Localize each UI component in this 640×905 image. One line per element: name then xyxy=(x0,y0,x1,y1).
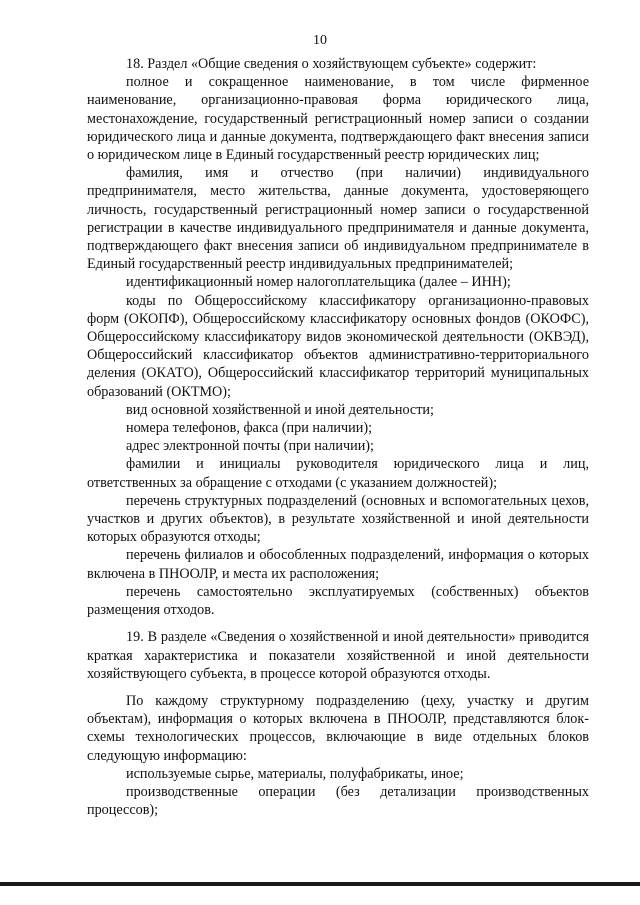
paragraph-structural-units: перечень структурных подразделений (основных и вспомогательных цехов, участков и других объектов), в результате хозяйственной и иной деятельности которых образуются отходы; xyxy=(87,492,589,546)
paragraph-disposal-objects: перечень самостоятельно эксплуатируемых (собственных) объектов размещения отходов. xyxy=(87,583,589,619)
paragraph-inn: идентификационный номер налогоплательщика (далее – ИНН); xyxy=(126,274,511,291)
paragraph-production-operations: производственные операции (без детализации производственных процессов); xyxy=(87,783,589,819)
page-number: 10 xyxy=(313,33,327,48)
paragraph-block-schemes: По каждому структурному подразделению (цеху, участку и другим объектам), информация о которых включена в ПНООЛР, представляются блок-схемы технологических процессов, включающие в виде отдельных блоков следующую информацию: xyxy=(87,692,589,764)
paragraph-email: адрес электронной почты (при наличии); xyxy=(126,438,374,455)
paragraph-responsible-persons: фамилии и инициалы руководителя юридического лица и лиц, ответственных за обращение с отходами (с указанием должностей); xyxy=(87,456,589,491)
paragraph-raw-materials: используемые сырье, материалы, полуфабрикаты, иное; xyxy=(126,765,464,782)
paragraph-classifier-codes: коды по Общероссийскому классификатору организационно-правовых форм (ОКОПФ), Общероссийскому классификатору основных фондов (ОКОФС), Общероссийскому классификатору видов экономической деятельности (ОКВЭД), Общероссийский классификатор объектов административно-территориального деления (ОКАТО), Общероссийский классификатор территорий муниципальных образований (ОКТМО); xyxy=(87,292,589,400)
paragraph-full-name: полное и сокращенное наименование, в том числе фирменное наименование, организационно-правовая форма юридического лица, местонахождение, государственный регистрационный номер записи о создании юридического лица и данные документа, подтверждающего факт внесения записи о юридическом лице в Единый государственный реестр юридических лиц; xyxy=(87,74,589,164)
paragraph-phone-fax: номера телефонов, факса (при наличии); xyxy=(126,420,373,437)
document-body xyxy=(87,55,589,819)
section-18-heading: 18. Раздел «Общие сведения о хозяйствующем субъекте» содержит: xyxy=(126,56,537,72)
bottom-divider xyxy=(0,882,640,886)
paragraph-activity-type: вид основной хозяйственной и иной деятельности; xyxy=(126,401,434,418)
section-19-heading: 19. В разделе «Сведения о хозяйственной и иной деятельности» приводится краткая характеристика и показатели хозяйственной и иной деятельности хозяйствующего субъекта, в процессе которой образуются отходы. xyxy=(87,629,589,682)
paragraph-entrepreneur-name: фамилия, имя и отчество (при наличии) индивидуального предпринимателя, место жительства, данные документа, удостоверяющего личность, государственный регистрационный номер записи о государственной регистрации в качестве индивидуального предпринимателя и данные документа, подтверждающего факт внесения записи об индивидуальном предпринимателе в Единый государственный реестр индивидуальных предпринимателей; xyxy=(87,165,589,273)
paragraph-branches: перечень филиалов и обособленных подразделений, информация о которых включена в ПНООЛР, и места их расположения; xyxy=(87,547,589,582)
